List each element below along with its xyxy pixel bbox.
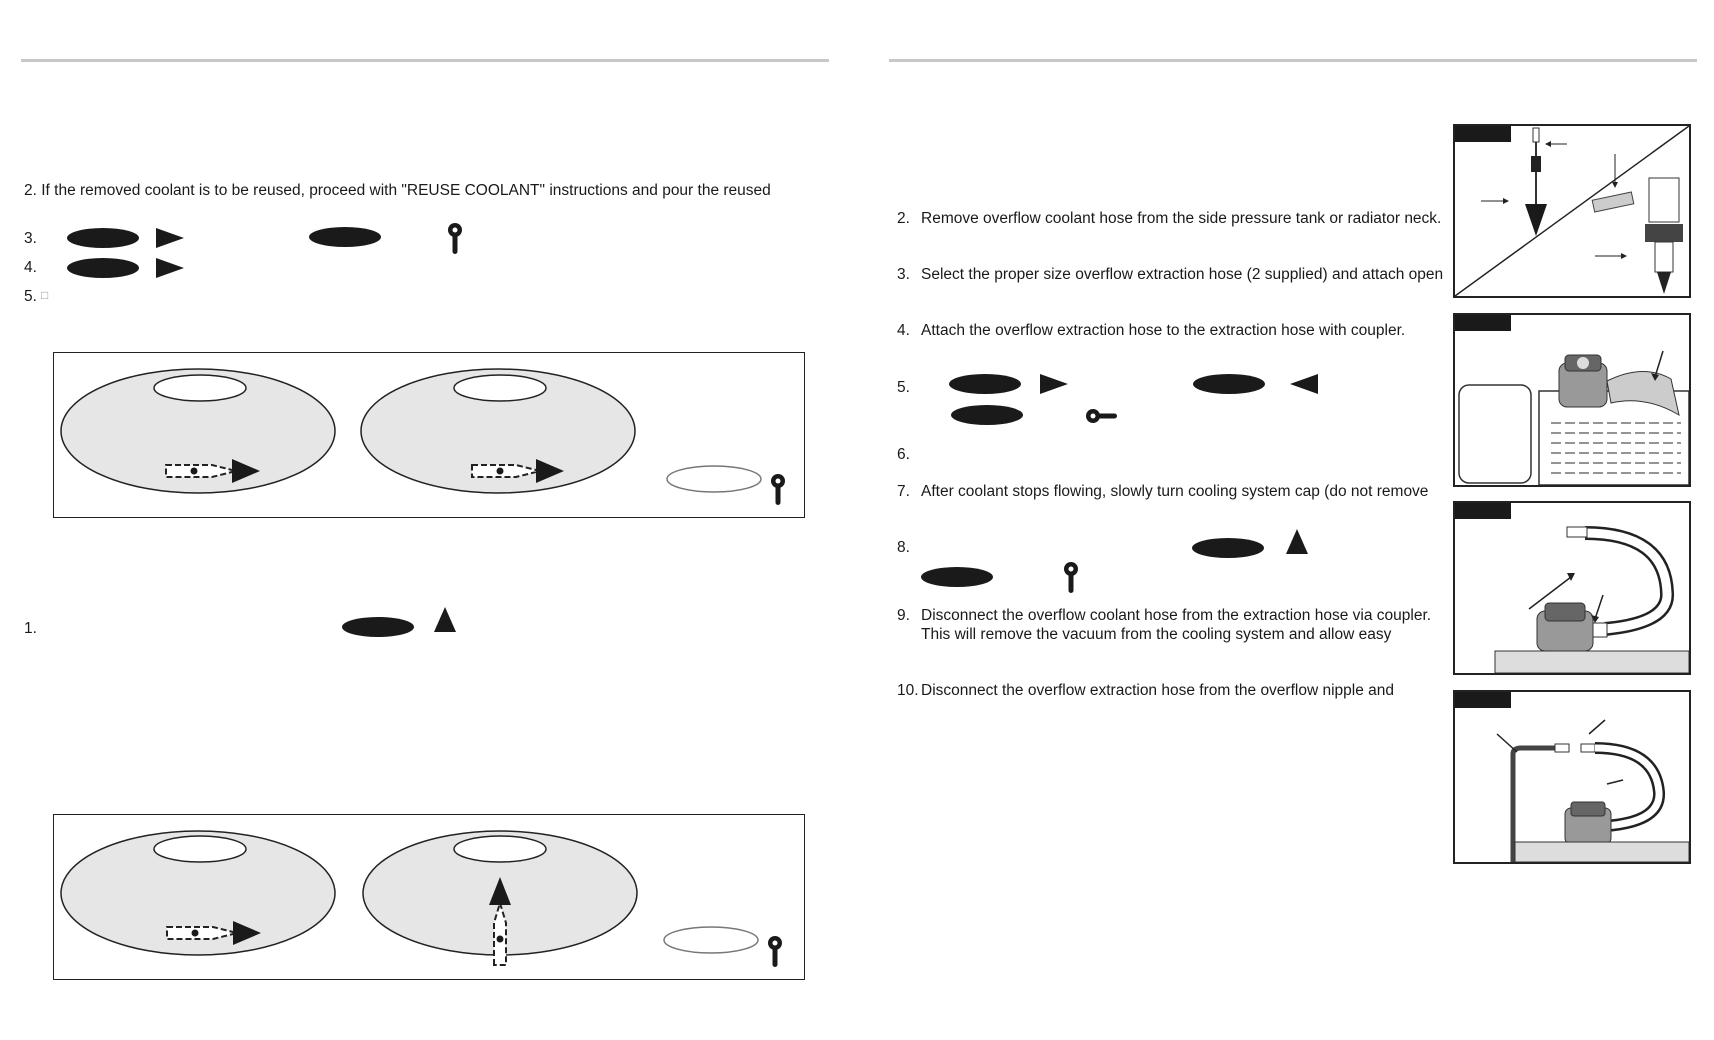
- black-oval-icon: [951, 405, 1023, 425]
- right-step-2-number: 2.: [897, 210, 910, 227]
- left-step-4-number: 4.: [24, 259, 37, 276]
- right-step-4-text: Attach the overflow extraction hose to the extraction hose with coupler.: [921, 322, 1406, 339]
- black-oval-icon: [921, 567, 993, 587]
- left-step-3-number: 3.: [24, 230, 37, 247]
- right-step-2-text: Remove overflow coolant hose from the side pressure tank or radiator neck.: [921, 210, 1442, 227]
- right-step-7-number: 7.: [897, 483, 910, 500]
- triangle-left-icon: [1290, 374, 1320, 394]
- black-oval-icon: [1192, 538, 1264, 558]
- left-step-5-number: 5.: [24, 288, 37, 305]
- right-step-9-text-line-2: This will remove the vacuum from the cooling system and allow easy: [921, 626, 1392, 643]
- dial-diagram-panel-2: [53, 814, 805, 980]
- right-step-10-text: Disconnect the overflow extraction hose from the overflow nipple and: [921, 682, 1394, 699]
- right-step-9-number: 9.: [897, 607, 910, 624]
- valve-key-icon: [1085, 407, 1119, 425]
- right-header-rule: [889, 59, 1697, 62]
- figure-tab: [1455, 315, 1511, 331]
- left-step-1-number: 1.: [24, 620, 37, 637]
- triangle-up-icon: [434, 607, 456, 633]
- figure-hose-nozzle: [1453, 124, 1691, 298]
- valve-key-icon: [1062, 561, 1080, 595]
- black-oval-icon: [1193, 374, 1265, 394]
- left-header-rule: [21, 59, 829, 62]
- black-oval-icon: [67, 258, 139, 278]
- right-step-5-number: 5.: [897, 379, 910, 396]
- figure-radiator-cap-hose: [1453, 313, 1691, 487]
- figure-tab: [1455, 126, 1511, 142]
- dial-diagram-panel-1: [53, 352, 805, 518]
- missing-glyph-icon: □: [41, 288, 49, 302]
- right-step-8-number: 8.: [897, 539, 910, 556]
- black-oval-icon: [342, 617, 414, 637]
- right-step-10-number: 10.: [897, 682, 919, 699]
- triangle-right-icon: [156, 228, 186, 248]
- right-step-7-text: After coolant stops flowing, slowly turn cooling system cap (do not remove: [921, 483, 1429, 500]
- figure-tab: [1455, 503, 1511, 519]
- left-step-2-text: 2. If the removed coolant is to be reused, proceed with "REUSE COOLANT" instructions and pour the reused: [24, 182, 771, 199]
- figure-coupler-hose: [1453, 501, 1691, 675]
- black-oval-icon: [309, 227, 381, 247]
- triangle-right-icon: [1040, 374, 1070, 394]
- valve-key-icon: [446, 222, 464, 256]
- dial-diagram-1: [54, 353, 804, 517]
- right-step-4-number: 4.: [897, 322, 910, 339]
- right-step-3-text: Select the proper size overflow extraction hose (2 supplied) and attach open: [921, 266, 1444, 283]
- right-step-6-number: 6.: [897, 446, 910, 463]
- black-oval-icon: [949, 374, 1021, 394]
- right-step-9-text: Disconnect the overflow coolant hose from the extraction hose via coupler.: [921, 607, 1432, 624]
- black-oval-icon: [67, 228, 139, 248]
- dial-diagram-2: [54, 815, 804, 979]
- figure-tab: [1455, 692, 1511, 708]
- triangle-right-icon: [156, 258, 186, 278]
- right-step-3-number: 3.: [897, 266, 910, 283]
- triangle-up-icon: [1286, 529, 1308, 555]
- figure-extraction-hose-removal: [1453, 690, 1691, 864]
